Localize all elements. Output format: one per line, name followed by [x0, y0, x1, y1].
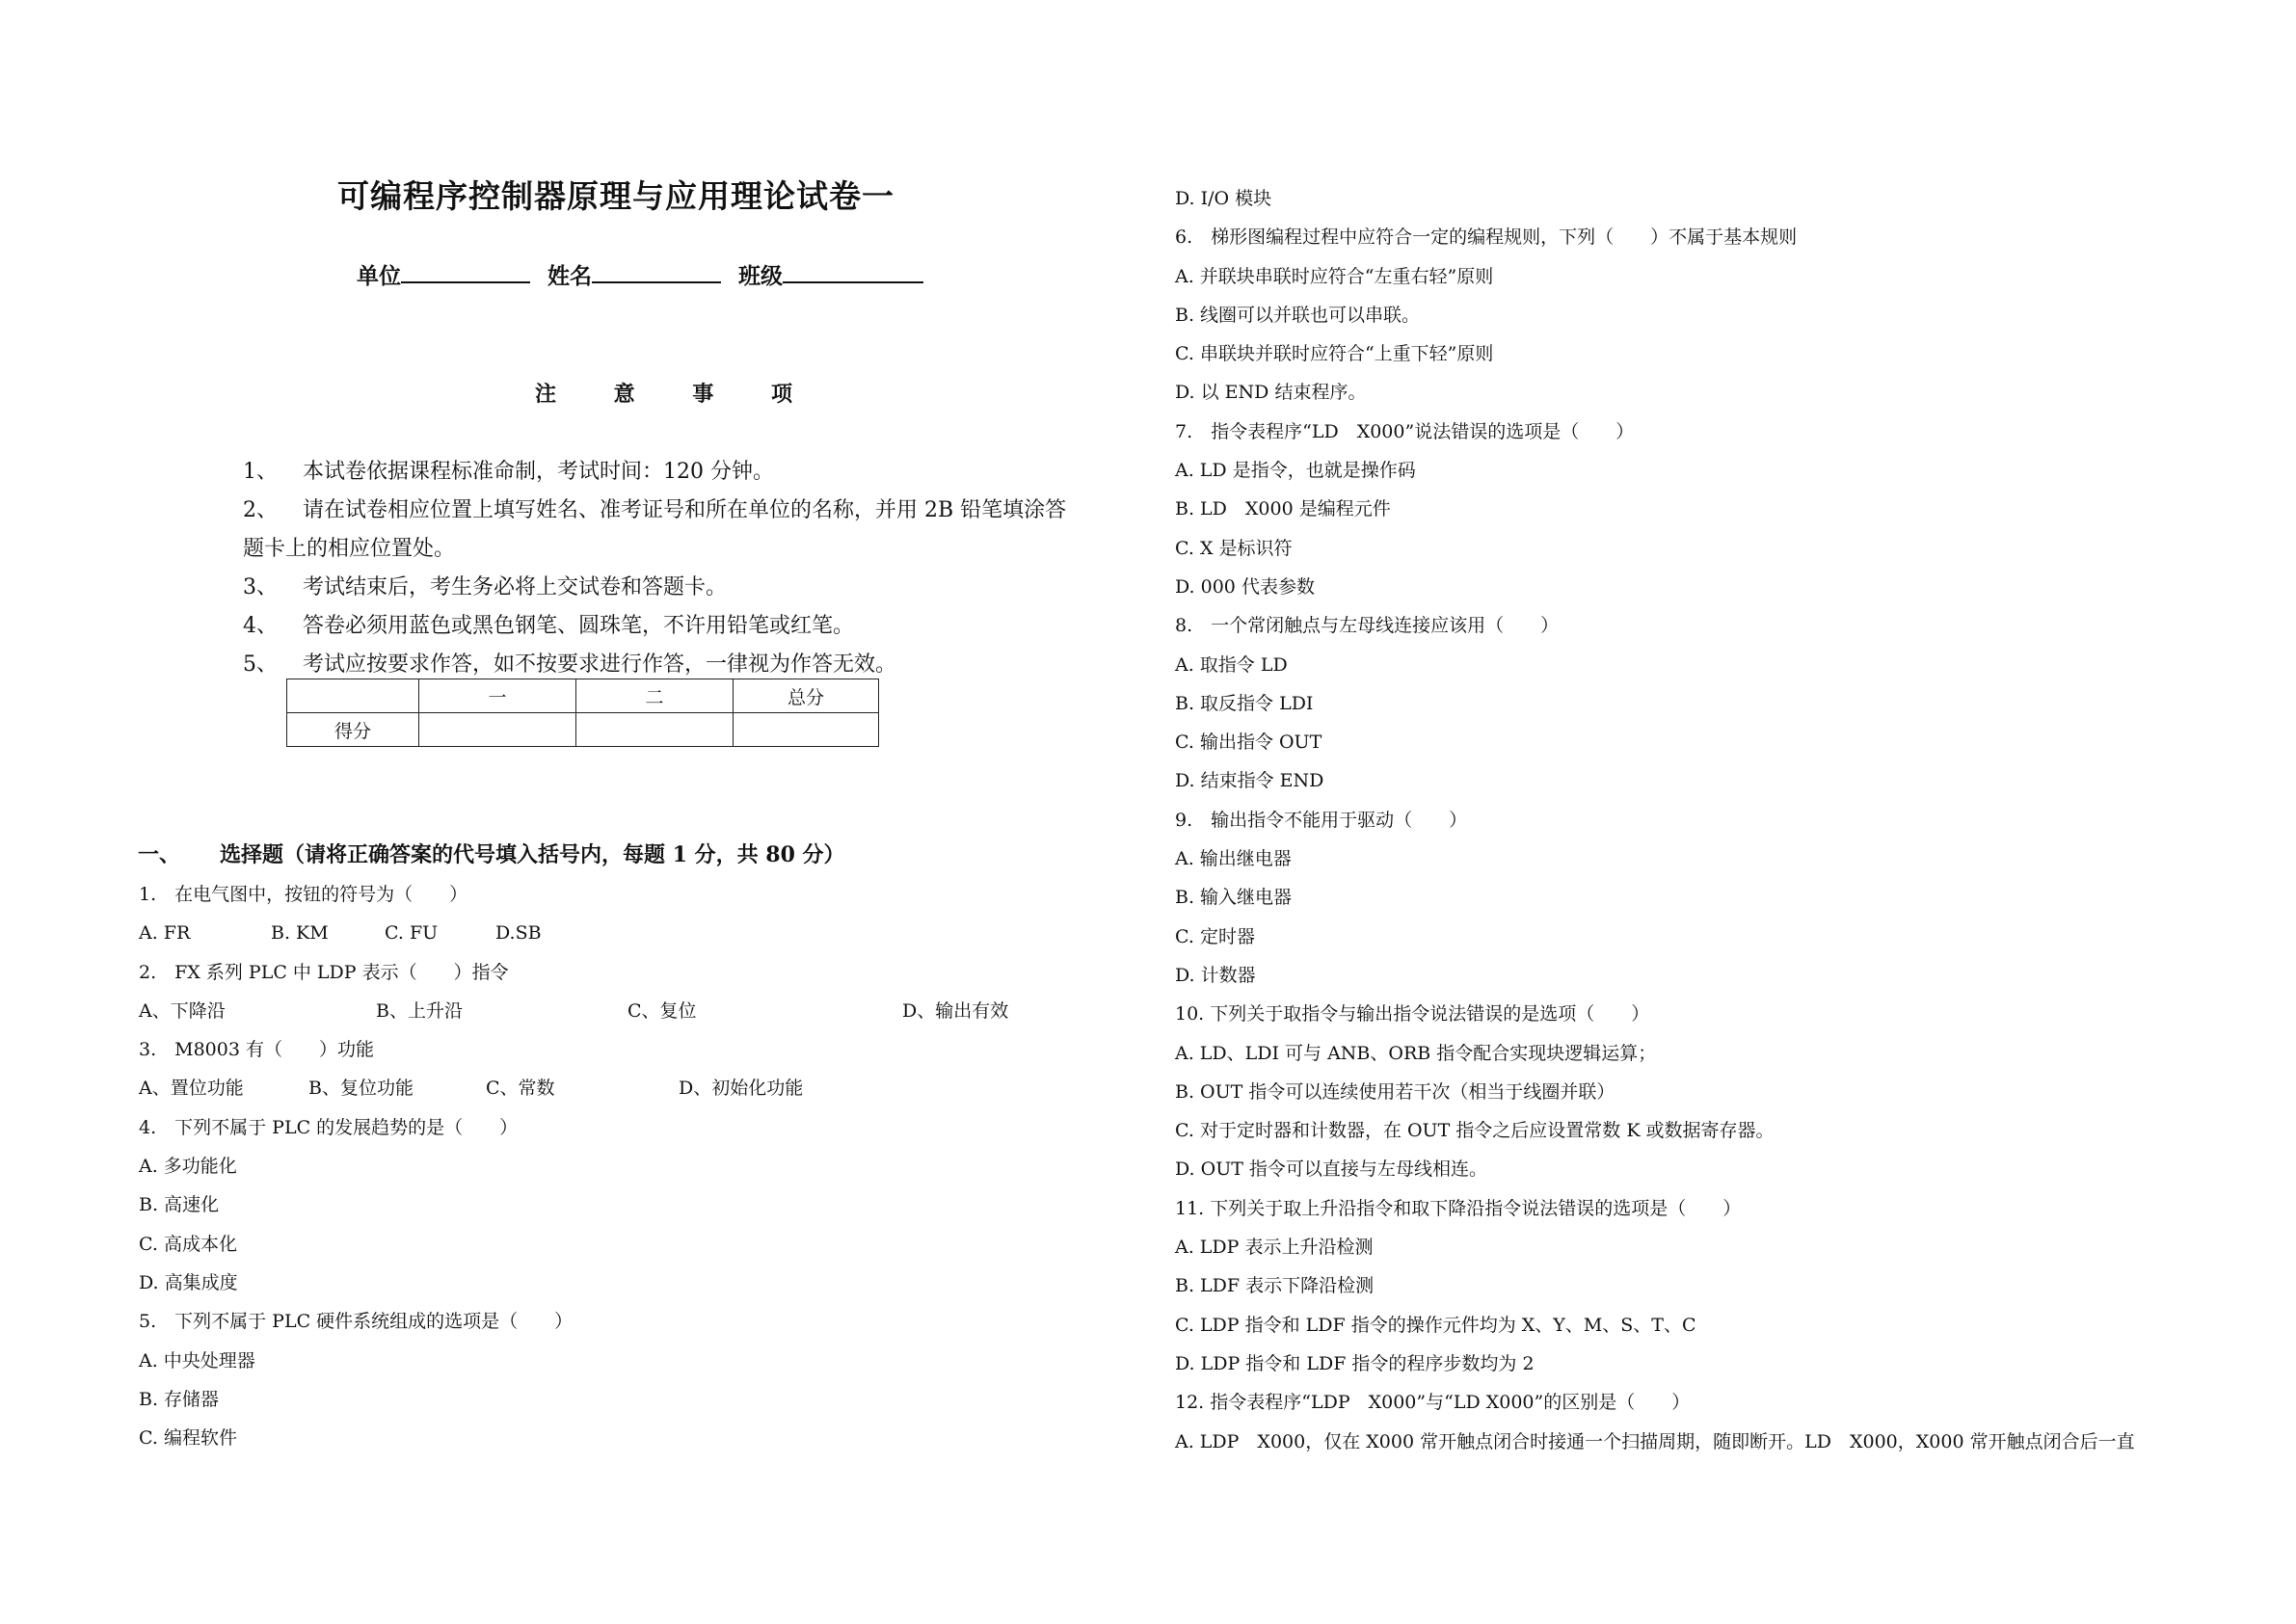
option-text: D、输出有效	[902, 999, 1009, 1022]
note-text: 考试应按要求作答，如不按要求进行作答，一律视为作答无效。	[303, 652, 897, 677]
option-text: C. 编程软件	[139, 1427, 237, 1450]
option-text: C. 定时器	[1175, 925, 1255, 947]
option-text: A. LD、LDI 可与 ANB、ORB 指令配合实现块逻辑运算；	[1175, 1042, 1657, 1064]
section-title: 选择题（请将正确答案的代号填入括号内，每题 1 分，共 80 分）	[220, 842, 845, 867]
option-text: D. 高集成度	[139, 1271, 238, 1293]
option-text: B. LD X000 是编程元件	[1175, 498, 1391, 520]
option-text: B、复位功能	[308, 1078, 414, 1100]
note-number: 5、	[243, 652, 278, 677]
class-blank[interactable]	[783, 260, 923, 283]
option-text: C、复位	[627, 999, 697, 1022]
unit-blank[interactable]	[401, 260, 530, 283]
note-number: 1、	[243, 460, 278, 484]
option-text: A. LDP 表示上升沿检测	[1175, 1237, 1374, 1259]
note-number: 2、	[243, 498, 278, 522]
question-stem: 5. 下列不属于 PLC 硬件系统组成的选项是（ ）	[139, 1311, 574, 1333]
score-cell[interactable]	[734, 713, 879, 747]
question-stem: 12. 指令表程序“LDP X000”与“LD X000”的区别是（ ）	[1175, 1392, 1691, 1414]
option-text: B. LDF 表示下降沿检测	[1175, 1275, 1375, 1297]
option-text: D. LDP 指令和 LDF 指令的程序步数均为 2	[1175, 1352, 1535, 1374]
note-text: 本试卷依据课程标准命制，考试时间：120 分钟。	[303, 460, 774, 484]
option-text: C. 串联块并联时应符合“上重下轻”原则	[1175, 343, 1494, 365]
score-header-cell	[287, 679, 419, 713]
note-text-continuation: 题卡上的相应位置处。	[243, 537, 456, 561]
question-stem: 2. FX 系列 PLC 中 LDP 表示（ ）指令	[139, 961, 509, 983]
question-stem: 11. 下列关于取上升沿指令和取下降沿指令说法错误的选项是（ ）	[1175, 1197, 1742, 1219]
question-stem: 4. 下列不属于 PLC 的发展趋势的是（ ）	[139, 1116, 519, 1138]
question-stem: 8. 一个常闭触点与左母线连接应该用（ ）	[1175, 615, 1560, 637]
score-cell[interactable]	[576, 713, 734, 747]
score-table	[286, 679, 879, 747]
option-text: B、上升沿	[376, 999, 463, 1022]
option-text: A. 多功能化	[139, 1156, 237, 1178]
option-row	[139, 992, 1180, 1030]
option-text: D.SB	[495, 922, 542, 945]
option-text: C、常数	[486, 1078, 555, 1100]
option-text: D. 以 END 结束程序。	[1175, 382, 1367, 404]
question-list-left	[139, 875, 1180, 1457]
option-row	[139, 1069, 1180, 1107]
option-text: C. LDP 指令和 LDF 指令的操作元件均为 X、Y、M、S、T、C	[1175, 1314, 1696, 1336]
section-number: 一、	[138, 842, 181, 867]
option-text: C. 对于定时器和计数器，在 OUT 指令之后应设置常数 K 或数据寄存器。	[1175, 1120, 1775, 1142]
option-text: C. 输出指令 OUT	[1175, 732, 1322, 754]
option-text: A、置位功能	[139, 1078, 244, 1100]
score-row	[287, 713, 879, 747]
question-stem: 1. 在电气图中，按钮的符号为（ ）	[139, 884, 468, 905]
note-item	[135, 569, 1157, 607]
score-header-cell: 二	[576, 679, 734, 713]
option-text: D. 000 代表参数	[1175, 575, 1315, 598]
option-text: D. I/O 模块	[1175, 188, 1272, 209]
question-stem: 7. 指令表程序“LD X000”说法错误的选项是（ ）	[1175, 420, 1635, 442]
score-cell[interactable]	[419, 713, 576, 747]
option-text: C. 高成本化	[139, 1233, 237, 1255]
note-item-continuation	[135, 530, 1157, 569]
option-text: B. 输入继电器	[1175, 887, 1293, 909]
score-row-label: 得分	[287, 713, 419, 747]
notice-title: 注 意 事 项	[535, 382, 817, 407]
option-row	[139, 914, 1180, 952]
unit-label: 单位	[357, 263, 401, 289]
question-stem: 10. 下列关于取指令与输出指令说法错误的是选项（ ）	[1175, 1003, 1650, 1025]
notes-list	[135, 453, 1157, 684]
candidate-info	[357, 258, 923, 290]
page-title: 可编程序控制器原理与应用理论试卷一	[337, 177, 894, 215]
question-stem: 9. 输出指令不能用于驱动（ ）	[1175, 809, 1468, 831]
option-text: C. X 是标识符	[1175, 537, 1293, 559]
question-stem: 3. M8003 有（ ）功能	[139, 1039, 374, 1061]
section-heading	[138, 839, 845, 868]
option-text: D. 计数器	[1175, 964, 1256, 986]
option-text: A. 输出继电器	[1175, 848, 1292, 870]
option-text: A. 并联块串联时应符合“左重右轻”原则	[1175, 265, 1494, 287]
option-text: B. 高速化	[139, 1194, 220, 1216]
option-text: D、初始化功能	[679, 1078, 804, 1100]
name-label: 姓名	[547, 263, 593, 289]
class-label: 班级	[738, 263, 784, 289]
note-item	[135, 607, 1157, 646]
option-text: B. 取反指令 LDI	[1175, 692, 1314, 714]
note-item	[135, 492, 1157, 530]
score-header-row	[287, 679, 879, 713]
name-blank[interactable]	[592, 260, 721, 283]
question-list-right	[1175, 179, 2216, 1461]
option-text: C. FU	[385, 922, 439, 945]
option-text: B. 线圈可以并联也可以串联。	[1175, 304, 1421, 326]
note-number: 4、	[243, 614, 278, 638]
score-header-cell: 总分	[734, 679, 879, 713]
note-item	[135, 453, 1157, 492]
option-text: B. 存储器	[139, 1388, 220, 1410]
option-text: A、下降沿	[139, 999, 226, 1022]
option-text: D. OUT 指令可以直接与左母线相连。	[1175, 1158, 1487, 1181]
option-text: A. FR	[139, 922, 191, 945]
option-text: D. 结束指令 END	[1175, 770, 1324, 792]
option-text: A. 中央处理器	[139, 1349, 255, 1371]
option-text: A. LDP X000，仅在 X000 常开触点闭合时接通一个扫描周期，随即断开。LD X000，X000 常开触点闭合后一直	[1175, 1430, 2135, 1452]
option-text: B. KM	[271, 922, 329, 945]
option-text: A. 取指令 LD	[1175, 653, 1288, 676]
option-text: B. OUT 指令可以连续使用若干次（相当于线圈并联）	[1175, 1080, 1615, 1103]
note-text: 考试结束后，考生务必将上交试卷和答题卡。	[303, 575, 728, 599]
note-text: 答卷必须用蓝色或黑色钢笔、圆珠笔，不许用铅笔或红笔。	[303, 614, 855, 638]
note-number: 3、	[243, 575, 278, 599]
option-text: A. LD 是指令，也就是操作码	[1175, 460, 1416, 482]
note-text: 请在试卷相应位置上填写姓名、准考证号和所在单位的名称，并用 2B 铅笔填涂答	[303, 498, 1067, 522]
question-stem: 6. 梯形图编程过程中应符合一定的编程规则，下列（ ）不属于基本规则	[1175, 226, 1798, 249]
score-header-cell: 一	[419, 679, 576, 713]
